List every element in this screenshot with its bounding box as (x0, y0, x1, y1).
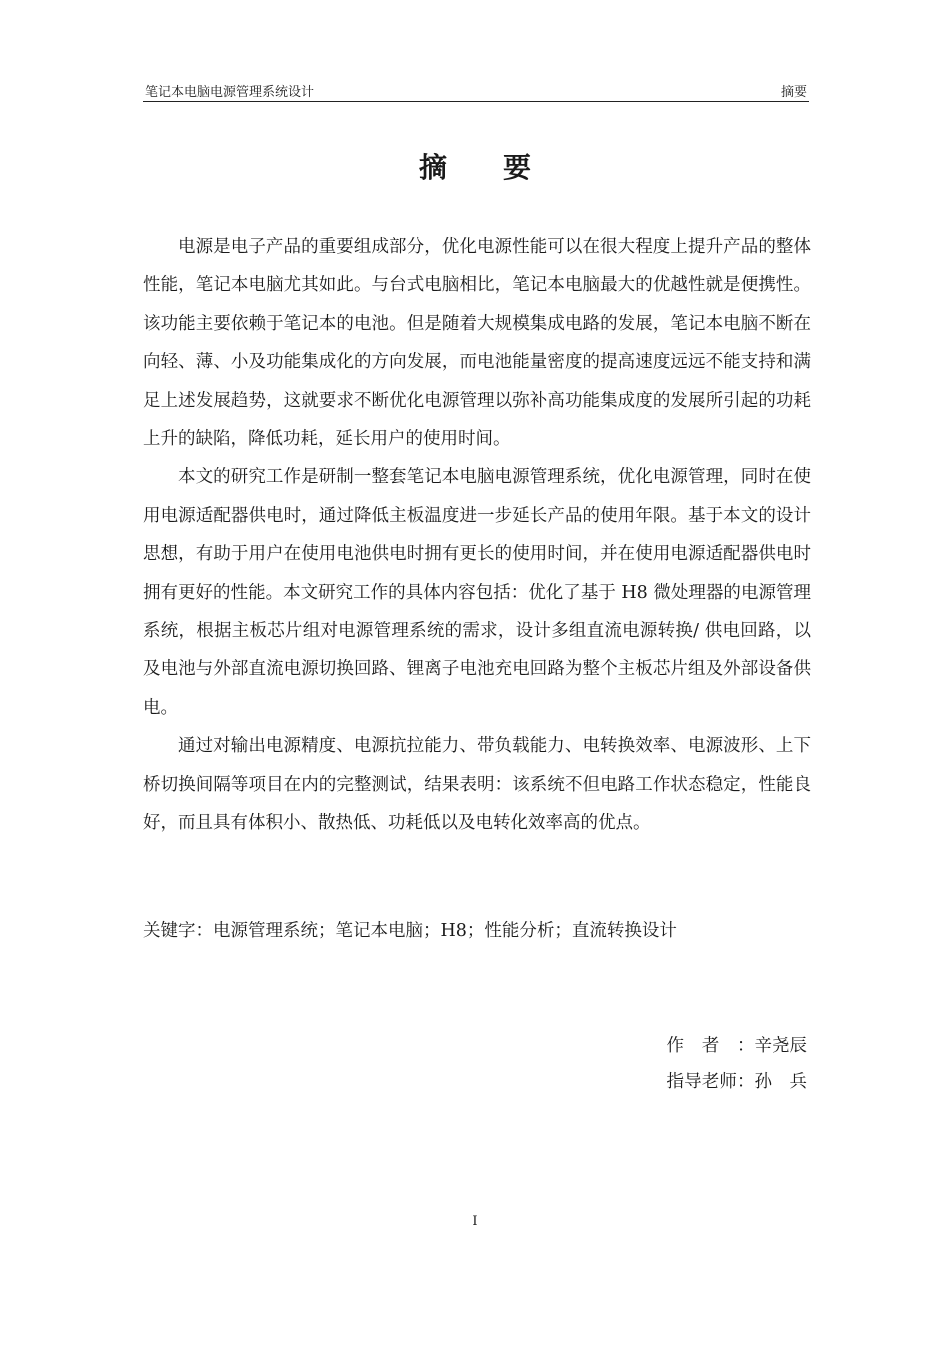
author-label: 作者： (666, 1036, 755, 1056)
signature-block (667, 1028, 808, 1100)
author-name: 辛尧辰 (754, 1036, 807, 1056)
abstract-body (143, 228, 811, 843)
advisor-row (667, 1064, 808, 1100)
advisor-label: 指导老师： (666, 1072, 755, 1092)
page-title: 摘要 (418, 151, 587, 184)
abstract-paragraph-3: 通过对输出电源精度、电源抗拉能力、带负载能力、电转换效率、电源波形、上下桥切换间隔等项目在内的完整测试，结果表明：该系统不但电路工作状态稳定，性能良好，而且具有体积小、散热低、功耗低以及电转化效率高的优点。 (143, 736, 811, 834)
author-row (667, 1028, 808, 1064)
running-header (143, 79, 809, 102)
keywords-line: 关键字：电源管理系统；笔记本电脑；H8；性能分析；直流转换设计 (143, 921, 677, 941)
header-section-name: 摘要 (780, 85, 807, 100)
header-thesis-title: 笔记本电脑电源管理系统设计 (145, 85, 315, 100)
abstract-paragraph-1: 电源是电子产品的重要组成部分，优化电源性能可以在很大程度上提升产品的整体性能，笔记本电脑尤其如此。与台式电脑相比，笔记本电脑最大的优越性就是便携性。该功能主要依赖于笔记本的电池。但是随着大规模集成电路的发展，笔记本电脑不断在向轻、薄、小及功能集成化的方向发展，而电池能量密度的提高速度远远不能支持和满足上述发展趋势，这就要求不断优化电源管理以弥补高功能集成度的发展所引起的功耗上升的缺陷，降低功耗，延长用户的使用时间。 (143, 237, 811, 450)
abstract-paragraph-2: 本文的研究工作是研制一整套笔记本电脑电源管理系统，优化电源管理，同时在使用电源适配器供电时，通过降低主板温度进一步延长产品的使用年限。基于本文的设计思想，有助于用户在使用电池供电时拥有更长的使用时间，并在使用电源适配器供电时拥有更好的性能。本文研究工作的具体内容包括：优化了基于 H8 微处理器的电源管理系统，根据主板芯片组对电源管理系统的需求，设计多组直流电源转换/ 供电回路，以及电池与外部直流电源切换回路、锂离子电池充电回路为整个主板芯片组及外部设备供电。 (143, 467, 811, 718)
advisor-name: 孙 兵 (754, 1072, 807, 1092)
page-number: I (472, 1214, 478, 1229)
